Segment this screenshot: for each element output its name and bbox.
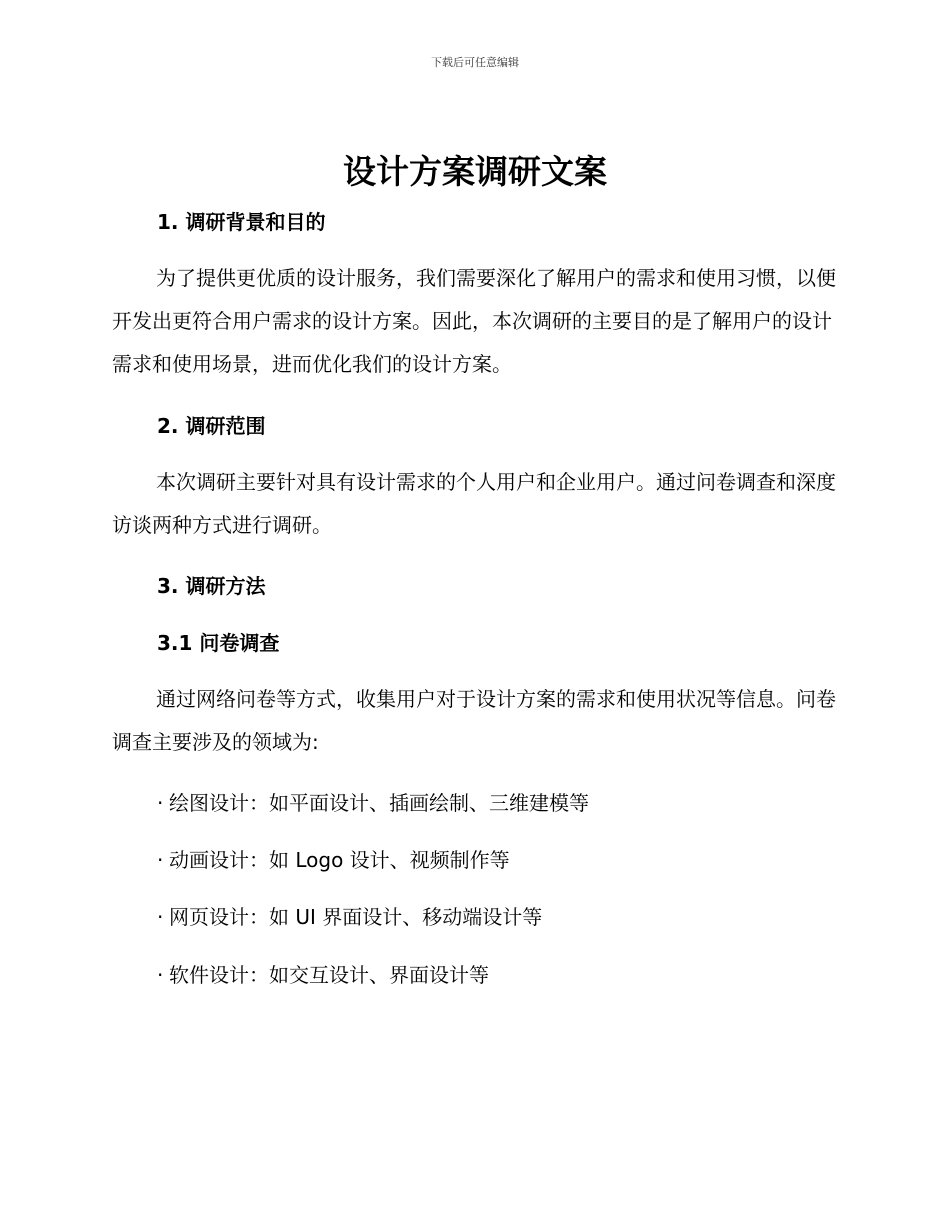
section-heading-scope: 2. 调研范围	[157, 414, 266, 438]
bullet-icon: ·	[157, 963, 164, 987]
list-item	[157, 903, 542, 931]
list-item	[157, 961, 489, 989]
list-item	[157, 789, 589, 817]
bullet-icon: ·	[157, 905, 164, 929]
list-item-text: 绘图设计：如平面设计、插画绘制、三维建模等	[169, 791, 589, 815]
bullet-icon: ·	[157, 848, 164, 872]
section-heading-methods: 3. 调研方法	[157, 574, 266, 598]
list-item-text: 网页设计：如 UI 界面设计、移动端设计等	[169, 905, 543, 929]
list-item-text: 动画设计：如 Logo 设计、视频制作等	[169, 848, 510, 872]
subsection-heading-questionnaire: 3.1 问卷调查	[157, 631, 280, 655]
section-heading-background: 1. 调研背景和目的	[157, 210, 326, 234]
document-title: 设计方案调研文案	[343, 152, 607, 191]
section-paragraph-scope: 本次调研主要针对具有设计需求的个人用户和企业用户。通过问卷调查和深度访谈两种方式进行调研。	[112, 470, 836, 537]
section-paragraph-background: 为了提供更优质的设计服务，我们需要深化了解用户的需求和使用习惯，以便开发出更符合用户需求的设计方案。因此，本次调研的主要目的是了解用户的设计需求和使用场景，进而优化我们的设计方案。	[112, 266, 836, 376]
subsection-paragraph-questionnaire: 通过网络问卷等方式，收集用户对于设计方案的需求和使用状况等信息。问卷调查主要涉及的领域为:	[112, 687, 836, 754]
page-header-note: 下载后可任意编辑	[431, 56, 519, 69]
bullet-icon: ·	[157, 791, 164, 815]
list-item-text: 软件设计：如交互设计、界面设计等	[169, 963, 489, 987]
list-item	[157, 846, 510, 874]
